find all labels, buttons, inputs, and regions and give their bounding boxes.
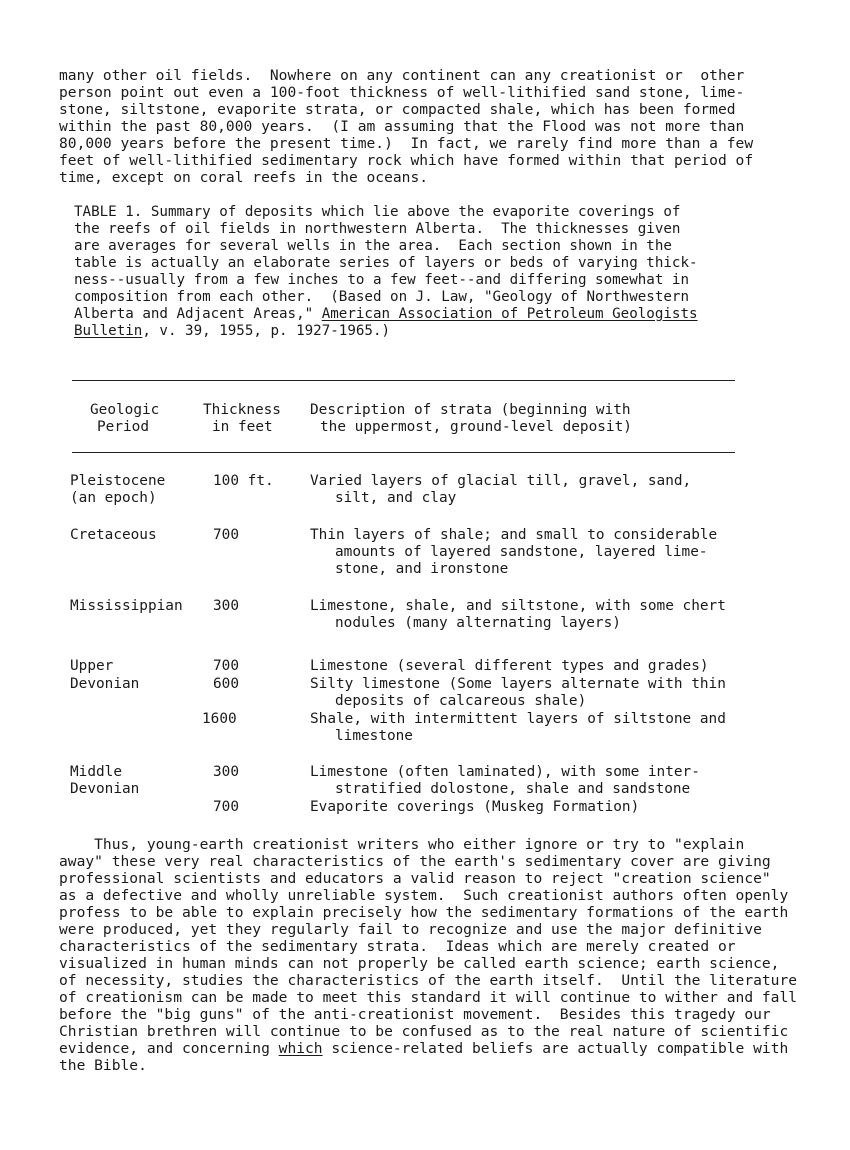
intro-line: many other oil fields. Nowhere on any continent can any creationist or other bbox=[59, 67, 745, 84]
header-description: the uppermost, ground-level deposit) bbox=[320, 419, 632, 435]
description-cell: Silty limestone (Some layers alternate with thin bbox=[310, 676, 726, 692]
thickness-cell: 700 bbox=[213, 527, 239, 543]
closing-text: science-related beliefs are actually compatible with bbox=[322, 1040, 789, 1057]
thickness-cell: 300 bbox=[213, 598, 239, 614]
thickness-cell: 600 bbox=[213, 676, 239, 692]
period-cell: (an epoch) bbox=[70, 490, 157, 506]
closing-line: characteristics of the sedimentary strata. Ideas which are merely created or bbox=[59, 938, 736, 955]
closing-text: evidence, and concerning bbox=[59, 1040, 279, 1057]
description-cell: Varied layers of glacial till, gravel, sand, bbox=[310, 473, 692, 489]
header-description: Description of strata (beginning with bbox=[310, 402, 631, 418]
table-header-rule bbox=[72, 452, 735, 453]
thickness-cell: 100 ft. bbox=[213, 473, 274, 489]
description-cell: Limestone (several different types and grades) bbox=[310, 658, 709, 674]
description-cell: Limestone (often laminated), with some inter- bbox=[310, 764, 700, 780]
description-cell: deposits of calcareous shale) bbox=[335, 693, 587, 709]
period-cell: Upper bbox=[70, 658, 114, 674]
period-cell: Devonian bbox=[70, 781, 140, 797]
closing-line: Christian brethren will continue to be confused as to the real nature of scientific bbox=[59, 1023, 789, 1040]
thickness-cell: 700 bbox=[213, 658, 239, 674]
closing-line: were produced, yet they regularly fail to recognize and use the major definitive bbox=[59, 921, 762, 938]
caption-line: TABLE 1. Summary of deposits which lie above the evaporite coverings of bbox=[74, 204, 681, 220]
header-period: Geologic bbox=[90, 402, 160, 418]
emphasis-which: which bbox=[278, 1040, 323, 1057]
closing-line: professional scientists and educators a valid reason to reject "creation science" bbox=[59, 870, 771, 887]
description-cell: limestone bbox=[335, 728, 413, 744]
period-cell: Devonian bbox=[70, 676, 140, 692]
closing-line: the Bible. bbox=[59, 1057, 147, 1074]
description-cell: amounts of layered sandstone, layered lime- bbox=[335, 544, 708, 560]
period-cell: Cretaceous bbox=[70, 527, 157, 543]
table-top-rule bbox=[72, 380, 735, 381]
caption-line: ness--usually from a few inches to a few feet--and differing somewhat in bbox=[74, 272, 689, 288]
header-thickness: in feet bbox=[212, 419, 273, 435]
closing-line: before the "big guns" of the anti-creationist movement. Besides this tragedy our bbox=[59, 1006, 771, 1023]
intro-line: 80,000 years before the present time.) In fact, we rarely find more than a few bbox=[59, 135, 754, 152]
caption-citation-line bbox=[74, 323, 390, 340]
period-cell: Pleistocene bbox=[70, 473, 166, 489]
caption-text: Alberta and Adjacent Areas," bbox=[74, 306, 322, 322]
caption-line: table is actually an elaborate series of layers or beds of varying thick- bbox=[74, 255, 698, 271]
description-cell: silt, and clay bbox=[335, 490, 457, 506]
caption-line: the reefs of oil fields in northwestern Alberta. The thicknesses given bbox=[74, 221, 681, 237]
closing-line: away" these very real characteristics of the earth's sedimentary cover are giving bbox=[59, 853, 771, 870]
description-cell: Shale, with intermittent layers of siltstone and bbox=[310, 711, 726, 727]
description-cell: Thin layers of shale; and small to considerable bbox=[310, 527, 718, 543]
period-cell: Mississippian bbox=[70, 598, 183, 614]
intro-line: stone, siltstone, evaporite strata, or compacted shale, which has been formed bbox=[59, 101, 736, 118]
thickness-cell: 300 bbox=[213, 764, 239, 780]
description-cell: Evaporite coverings (Muskeg Formation) bbox=[310, 799, 640, 815]
period-cell: Middle bbox=[70, 764, 122, 780]
citation-details: , v. 39, 1955, p. 1927-1965.) bbox=[142, 323, 391, 339]
closing-line: visualized in human minds can not properly be called earth science; earth science, bbox=[59, 955, 780, 972]
intro-line: time, except on coral reefs in the oceans. bbox=[59, 169, 429, 186]
caption-citation-line bbox=[74, 306, 698, 323]
closing-line: profess to be able to explain precisely how the sedimentary formations of the earth bbox=[59, 904, 789, 921]
header-period: Period bbox=[97, 419, 149, 435]
header-thickness: Thickness bbox=[203, 402, 281, 418]
intro-line: person point out even a 100-foot thickness of well-lithified sand stone, lime- bbox=[59, 84, 745, 101]
closing-line: of creationism can be made to meet this standard it will continue to wither and fall bbox=[59, 989, 798, 1006]
description-cell: Limestone, shale, and siltstone, with some chert bbox=[310, 598, 726, 614]
closing-line: Thus, young-earth creationist writers who either ignore or try to "explain bbox=[59, 836, 745, 853]
journal-title: American Association of Petroleum Geologists bbox=[321, 306, 698, 322]
description-cell: stone, and ironstone bbox=[335, 561, 509, 577]
description-cell: nodules (many alternating layers) bbox=[335, 615, 621, 631]
closing-line: of necessity, studies the characteristics of the earth itself. Until the literature bbox=[59, 972, 798, 989]
caption-line: composition from each other. (Based on J. Law, "Geology of Northwestern bbox=[74, 289, 689, 305]
description-cell: stratified dolostone, shale and sandstone bbox=[335, 781, 691, 797]
intro-line: within the past 80,000 years. (I am assuming that the Flood was not more than bbox=[59, 118, 745, 135]
caption-line: are averages for several wells in the area. Each section shown in the bbox=[74, 238, 672, 254]
closing-line bbox=[59, 1040, 788, 1057]
thickness-cell: 700 bbox=[213, 799, 239, 815]
intro-line: feet of well-lithified sedimentary rock which have formed within that period of bbox=[59, 152, 754, 169]
journal-title-cont: Bulletin bbox=[74, 323, 143, 339]
closing-line: as a defective and wholly unreliable system. Such creationist authors often openly bbox=[59, 887, 789, 904]
thickness-cell: 1600 bbox=[202, 711, 237, 727]
